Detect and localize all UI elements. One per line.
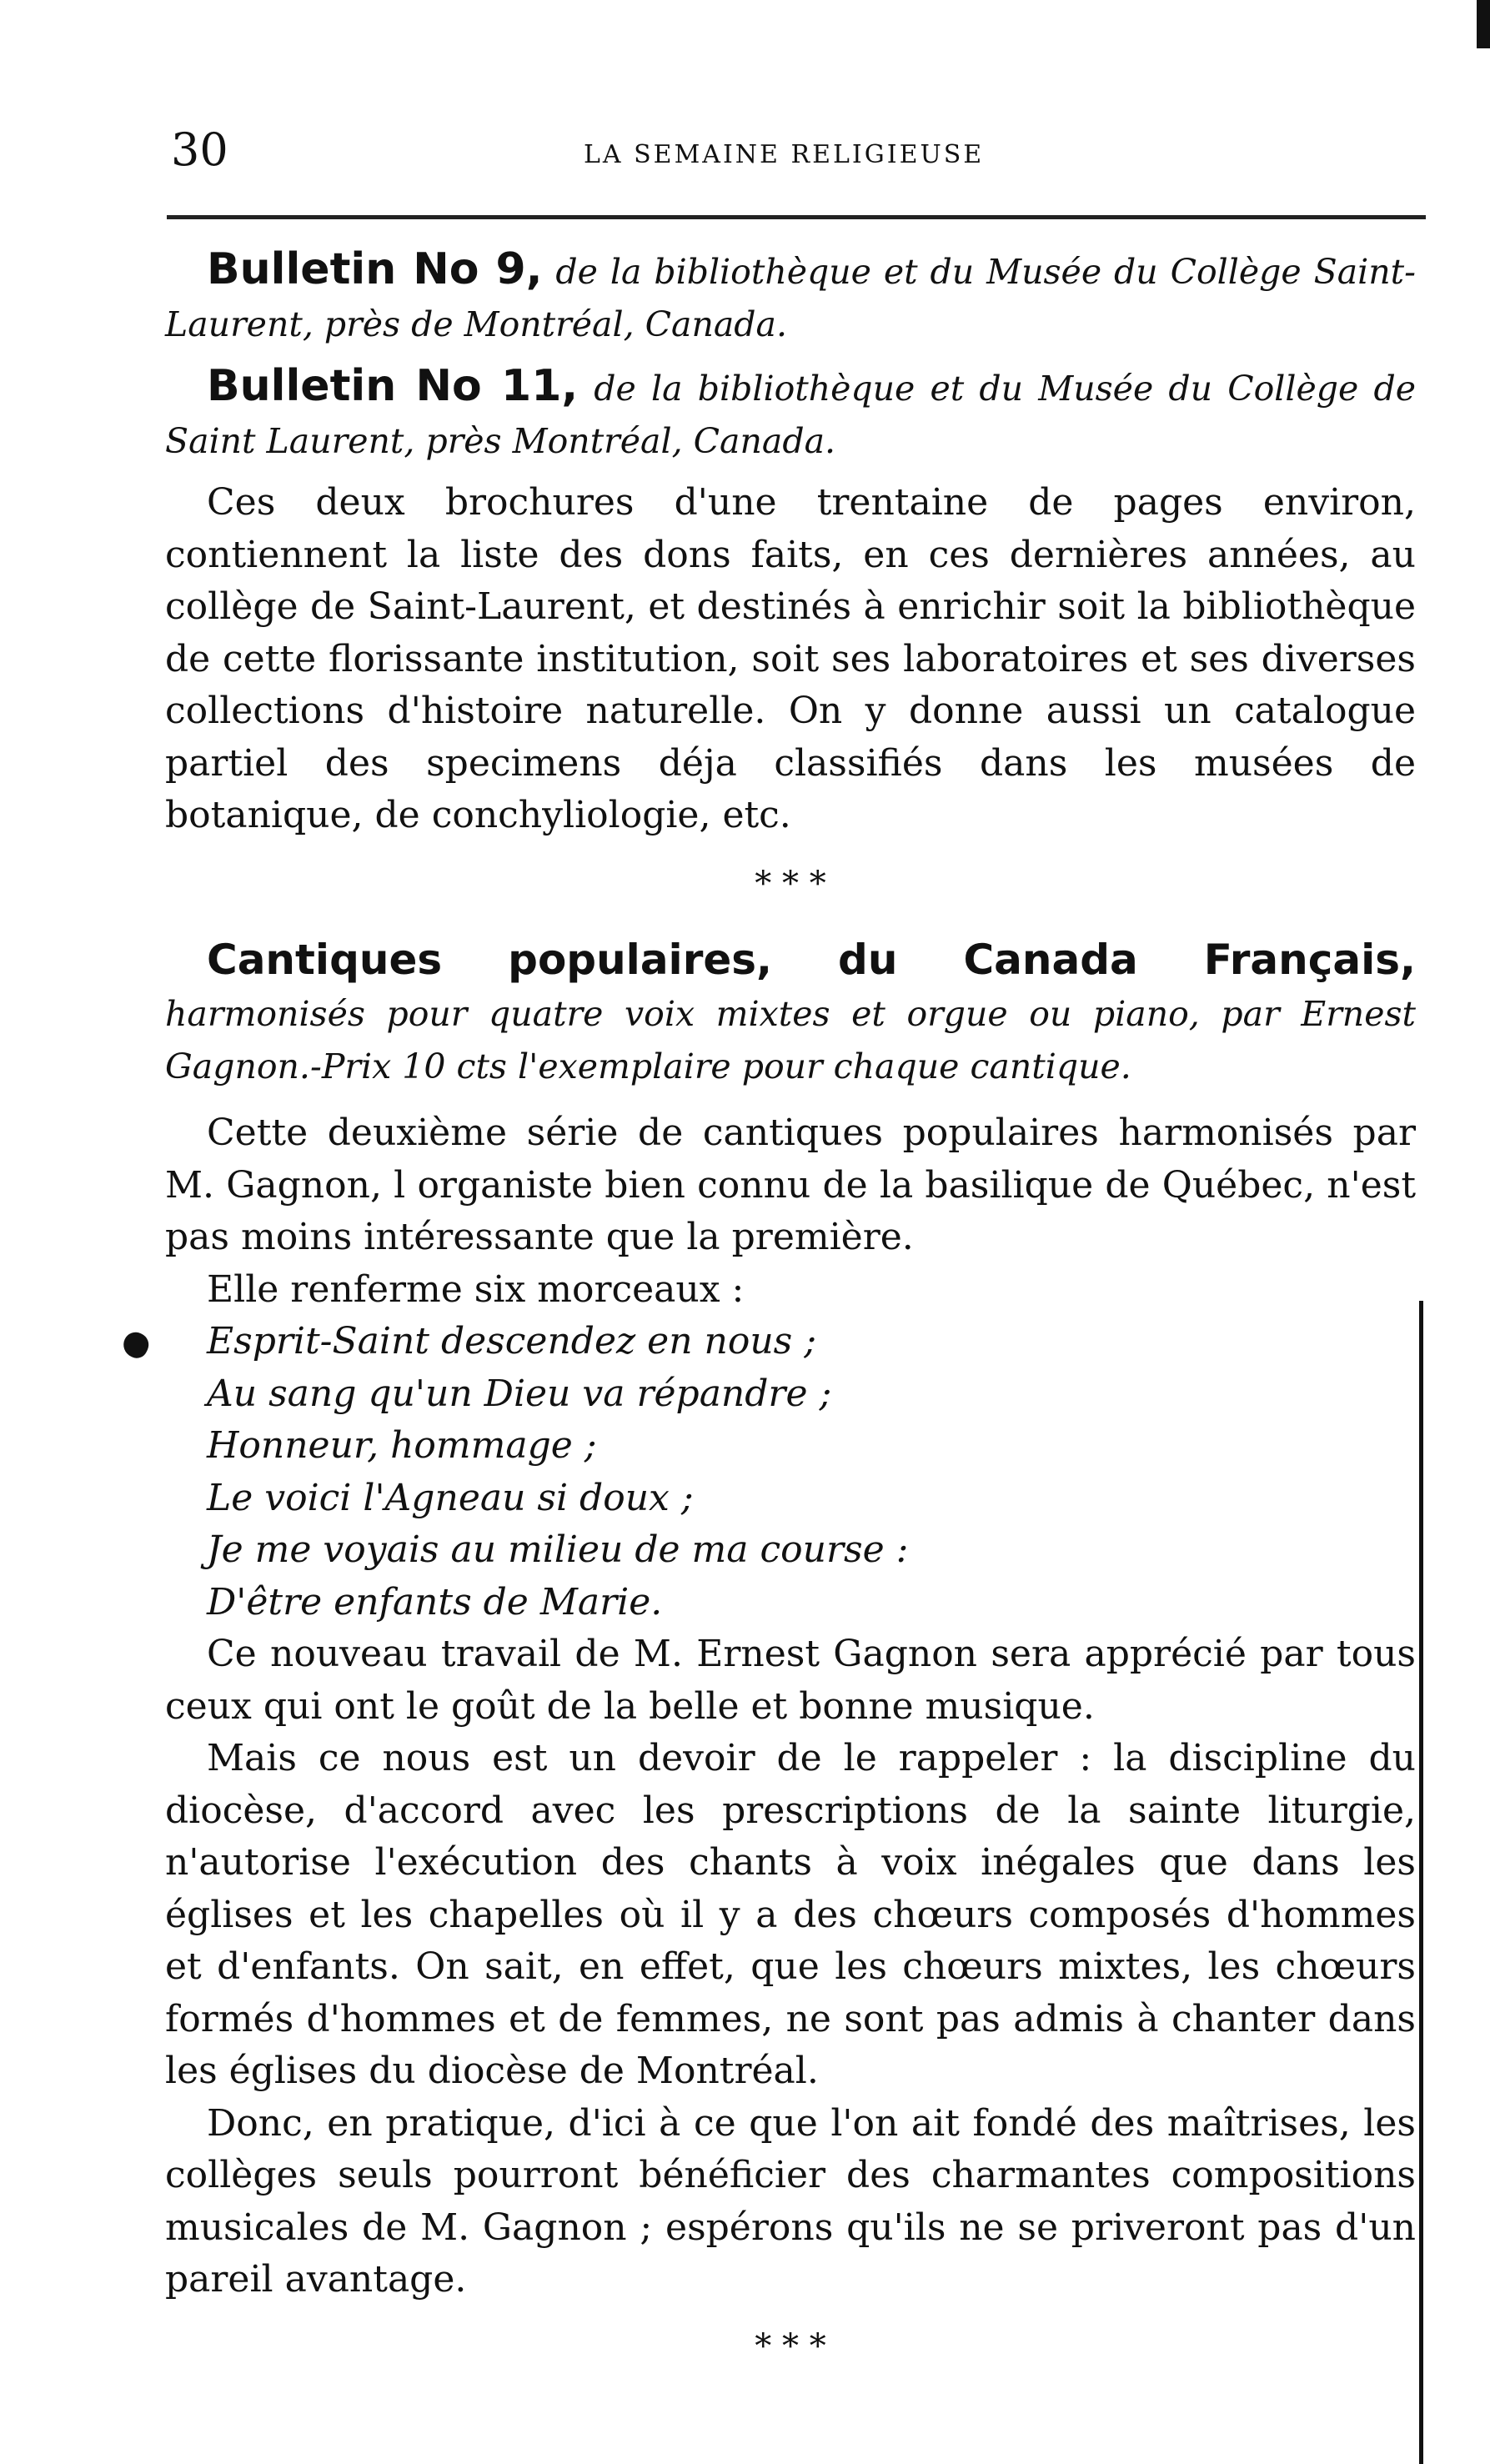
- paragraph-renferme: Elle renferme six morceaux :: [207, 1267, 745, 1311]
- separator-stars: * * *: [755, 2326, 826, 2366]
- cantiques-title: Cantiques populaires, du Canada Français,: [207, 935, 1416, 984]
- verse-line: Au sang qu'un Dieu va répandre ;: [207, 1372, 832, 1415]
- cantiques-details: harmonisés pour quatre voix mixtes et orgue ou piano, par Ernest Gagnon.-Prix 10 cts l'exemplaire pour chaque cantique.: [165, 994, 1416, 1086]
- paragraph-devoir: Mais ce nous est un devoir de le rappeler : la discipline du diocèse, d'accord avec les prescriptions de la sainte liturgie, n'autorise l'exécution des chants à voix inégales que dans les églises et les chapelles où il y a des chœurs composés d'hommes et d'enfants. On sait, en effet, que les chœurs mixtes, les chœurs formés d'hommes et de femmes, ne sont pas admis à chanter dans les églises du diocèse de Montréal.: [165, 1737, 1416, 2092]
- bulletin-11-heading: Bulletin No 11,: [207, 361, 579, 411]
- section-separator: [165, 842, 1416, 934]
- header-rule: [167, 215, 1426, 219]
- bulletin-9: [165, 243, 1416, 350]
- verse-line: Le voici l'Agneau si doux ;: [207, 1476, 694, 1519]
- verse-line: Je me voyais au milieu de ma course :: [207, 1528, 909, 1571]
- verse-line: D'être enfants de Marie.: [207, 1580, 663, 1623]
- page-number: 30: [171, 123, 228, 176]
- separator-stars: * * *: [755, 864, 826, 903]
- paragraph-nouveau: Ce nouveau travail de M. Ernest Gagnon sera apprécié par tous ceux qui ont le goût de la belle et bonne musique.: [165, 1633, 1416, 1728]
- scan-edge-mark: [1477, 0, 1490, 48]
- margin-line: [1419, 1301, 1423, 2464]
- bulletin-9-heading: Bulletin No 9,: [207, 244, 543, 294]
- running-header: LA SEMAINE RELIGIEUSE: [584, 140, 985, 169]
- ink-blot: [119, 1328, 153, 1362]
- article-body: [165, 243, 1416, 2398]
- paragraph-serie: Cette deuxième série de cantiques populaires harmonisés par M. Gagnon, l organiste bien connu de la basilique de Québec, n'est pas moins intéressante que la première.: [165, 1112, 1416, 1258]
- bulletin-11: [165, 360, 1416, 467]
- bulletin-9-details: de la bibliothèque et du Musée du Collège Saint-Laurent, près de Montréal, Canada.: [165, 252, 1416, 344]
- verse-list: [165, 1316, 1416, 1628]
- cantiques-entry: [165, 934, 1416, 1093]
- bulletin-11-details: de la bibliothèque et du Musée du Collège de Saint Laurent, près Montréal, Canada.: [165, 369, 1416, 461]
- verse-line: Honneur, hommage ;: [207, 1424, 597, 1467]
- paragraph-donc: Donc, en pratique, d'ici à ce que l'on ait fondé des maîtrises, les collèges seuls pourront bénéficier des charmantes compositions musicales de M. Gagnon ; espérons qu'ils ne se priveront pas d'un pareil avantage.: [165, 2101, 1416, 2301]
- verse-line: Esprit-Saint descendez en nous ;: [207, 1320, 817, 1362]
- section-separator-bottom: [165, 2306, 1416, 2398]
- paragraph-brochures: Ces deux brochures d'une trentaine de pages environ, contiennent la liste des dons faits, en ces dernières années, au collège de Saint-Laurent, et destinés à enrichir soit la bibliothèque de cette florissante institution, soit ses laboratoires et ses diverses collections d'histoire naturelle. On y donne aussi un catalogue partiel des specimens déja classifiés dans les musées de botanique, de conchyliologie, etc.: [165, 481, 1416, 836]
